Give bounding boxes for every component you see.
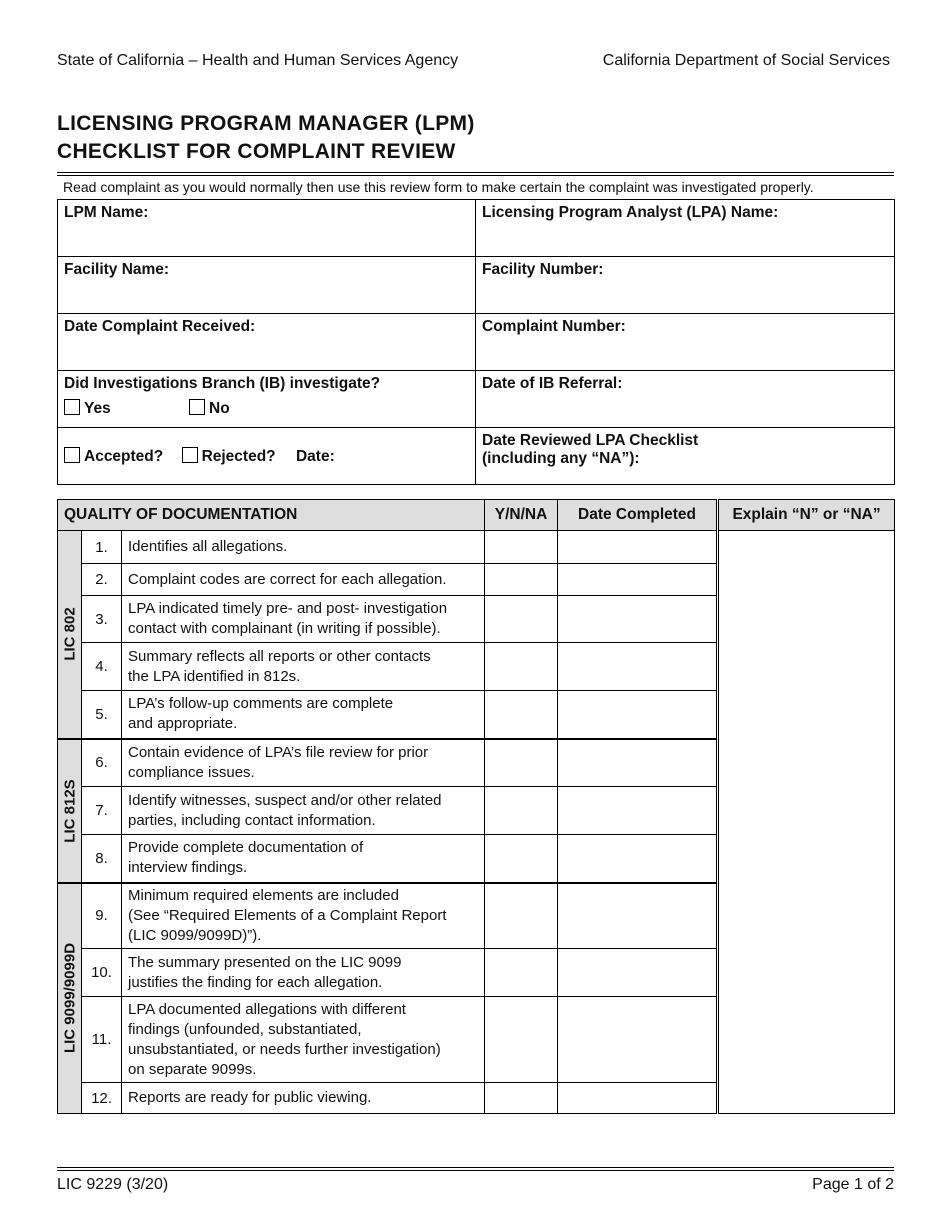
item-number: 4. [82, 643, 122, 691]
rejected-checkbox[interactable] [182, 447, 198, 463]
ib-referral-field[interactable] [476, 371, 895, 428]
item-text: LPA indicated timely pre- and post- investigation contact with complainant (in writing if possible). [122, 596, 485, 643]
item-number: 12. [82, 1083, 122, 1114]
divider [57, 175, 894, 176]
item-number: 6. [82, 739, 122, 787]
item-text: Identify witnesses, suspect and/or other related parties, including contact information. [122, 787, 485, 835]
date-completed-cell[interactable] [558, 949, 717, 997]
item-number: 10. [82, 949, 122, 997]
date-completed-cell[interactable] [558, 691, 717, 739]
footer-divider [57, 1170, 894, 1171]
ynna-cell[interactable] [485, 949, 558, 997]
facility-number-label: Facility Number: [482, 261, 604, 278]
item-number: 8. [82, 835, 122, 883]
complaint-number-field[interactable] [476, 314, 895, 371]
date-completed-cell[interactable] [558, 739, 717, 787]
date-completed-cell[interactable] [558, 883, 717, 949]
facility-name-label: Facility Name: [64, 261, 170, 278]
section-label: LIC 812S [61, 778, 78, 843]
item-number: 2. [82, 564, 122, 596]
header-ynna: Y/N/NA [485, 500, 558, 531]
ynna-cell[interactable] [485, 691, 558, 739]
ynna-cell[interactable] [485, 564, 558, 596]
ib-yes-label: Yes [84, 400, 111, 417]
facility-name-field[interactable] [58, 257, 476, 314]
date-completed-cell[interactable] [558, 997, 717, 1083]
ynna-cell[interactable] [485, 531, 558, 564]
item-text: Identifies all allegations. [122, 531, 485, 564]
complaint-number-label: Complaint Number: [482, 318, 626, 335]
ib-referral-label: Date of IB Referral: [482, 375, 623, 392]
agency-header: State of California – Health and Human Services Agency [57, 52, 459, 69]
item-number: 1. [82, 531, 122, 564]
divider [57, 172, 894, 173]
lpa-name-field[interactable] [476, 200, 895, 257]
item-number: 3. [82, 596, 122, 643]
date-completed-cell[interactable] [558, 1083, 717, 1114]
date-completed-cell[interactable] [558, 596, 717, 643]
ynna-cell[interactable] [485, 997, 558, 1083]
item-text: Contain evidence of LPA’s file review for prior compliance issues. [122, 739, 485, 787]
item-number: 11. [82, 997, 122, 1083]
item-number: 5. [82, 691, 122, 739]
date-completed-cell[interactable] [558, 531, 717, 564]
ib-no-label: No [209, 400, 230, 417]
quality-table [57, 499, 895, 1114]
form-number: LIC 9229 (3/20) [57, 1176, 169, 1193]
ynna-cell[interactable] [485, 739, 558, 787]
department-header: California Department of Social Services [602, 52, 890, 69]
date-reviewed-field[interactable] [476, 428, 895, 485]
section-lic-802 [58, 531, 82, 739]
header-quality: QUALITY OF DOCUMENTATION [58, 500, 485, 531]
item-text: Minimum required elements are included (See “Required Elements of a Complaint Report (LIC 9099/9099D)”). [122, 883, 485, 949]
rejected-label: Rejected? [201, 447, 276, 465]
item-text: The summary presented on the LIC 9099 justifies the finding for each allegation. [122, 949, 485, 997]
page-number: Page 1 of 2 [812, 1176, 894, 1193]
explain-cell[interactable] [719, 531, 895, 1114]
date-completed-cell[interactable] [558, 643, 717, 691]
header-date-completed: Date Completed [558, 500, 717, 531]
item-text: Summary reflects all reports or other contacts the LPA identified in 812s. [122, 643, 485, 691]
ynna-cell[interactable] [485, 643, 558, 691]
date-received-label: Date Complaint Received: [64, 318, 256, 335]
date-received-field[interactable] [58, 314, 476, 371]
accepted-label: Accepted? [84, 447, 164, 465]
info-table [57, 199, 895, 485]
accept-reject-field [58, 428, 476, 485]
lpm-name-label: LPM Name: [64, 204, 149, 221]
section-lic-9099 [58, 883, 82, 1114]
item-text: Provide complete documentation of interview findings. [122, 835, 485, 883]
item-number: 9. [82, 883, 122, 949]
date-completed-cell[interactable] [558, 835, 717, 883]
ib-yes-checkbox[interactable] [64, 399, 80, 415]
item-number: 7. [82, 787, 122, 835]
lpa-name-label: Licensing Program Analyst (LPA) Name: [482, 204, 779, 221]
date-label: Date: [295, 447, 335, 465]
item-text: LPA documented allegations with different findings (unfounded, substantiated, unsubstantiated, or needs further investigation) on separate 9099s. [122, 997, 485, 1083]
ynna-cell[interactable] [485, 787, 558, 835]
ib-question: Did Investigations Branch (IB) investigate? [64, 375, 381, 392]
section-label: LIC 802 [61, 607, 78, 661]
date-completed-cell[interactable] [558, 787, 717, 835]
date-completed-cell[interactable] [558, 564, 717, 596]
ynna-cell[interactable] [485, 596, 558, 643]
item-text: LPA’s follow-up comments are complete and appropriate. [122, 691, 485, 739]
item-text: Complaint codes are correct for each allegation. [122, 564, 485, 596]
section-label: LIC 9099/9099D [61, 943, 78, 1054]
page-title [57, 110, 475, 166]
accepted-checkbox[interactable] [64, 447, 80, 463]
ib-investigate-field [58, 371, 476, 428]
ynna-cell[interactable] [485, 1083, 558, 1114]
instructions: Read complaint as you would normally then use this review form to make certain the complaint was investigated properly. [63, 179, 814, 195]
ynna-cell[interactable] [485, 835, 558, 883]
title-line-1: LICENSING PROGRAM MANAGER (LPM) [57, 112, 475, 135]
title-line-2: CHECKLIST FOR COMPLAINT REVIEW [57, 140, 456, 163]
footer-divider [57, 1167, 894, 1168]
ynna-cell[interactable] [485, 883, 558, 949]
date-reviewed-note: (including any “NA”): [482, 450, 640, 467]
header-explain: Explain “N” or “NA” [719, 500, 895, 531]
date-reviewed-label: Date Reviewed LPA Checklist [482, 432, 699, 449]
lpm-name-field[interactable] [58, 200, 476, 257]
ib-no-checkbox[interactable] [189, 399, 205, 415]
item-text: Reports are ready for public viewing. [122, 1083, 485, 1114]
section-lic-812s [58, 739, 82, 883]
facility-number-field[interactable] [476, 257, 895, 314]
